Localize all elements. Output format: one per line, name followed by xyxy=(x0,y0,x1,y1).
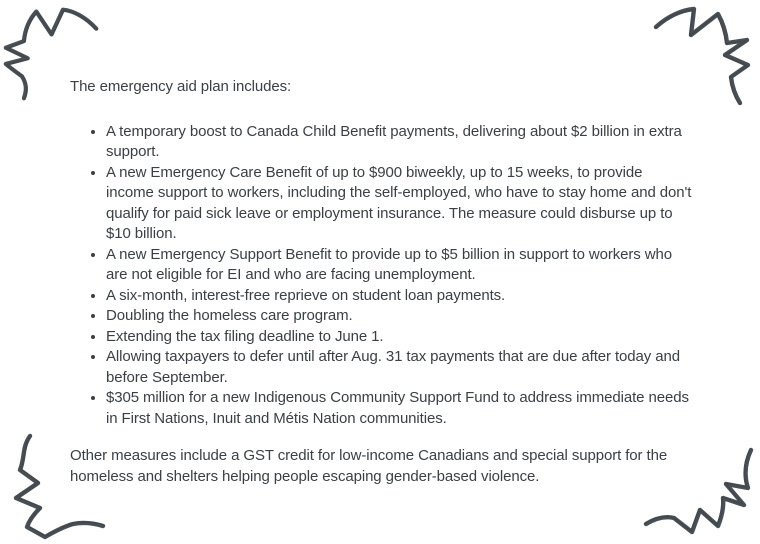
list-item-indigenous-fund: • $305 million for a new Indigenous Community Support Fund to address immediate needs in First Nations, Inuit and Métis Nation communities. xyxy=(106,388,692,429)
outro-paragraph: Other measures include a GST credit for low-income Canadians and special support for the homeless and shelters helping people escaping gender-based violence. xyxy=(70,447,668,485)
list-item-child-benefit: • A temporary boost to Canada Child Benefit payments, delivering about $2 billion in extra support. xyxy=(106,122,692,163)
list-item-support-benefit: • A new Emergency Support Benefit to provide up to $5 billion in support to workers who are not eligible for EI and who are facing unemployment. xyxy=(106,245,692,286)
list-item-student-loans: • A six-month, interest-free reprieve on student loan payments. xyxy=(106,286,692,307)
list-item-tax-deferral: • Allowing taxpayers to defer until after Aug. 31 tax payments that are due after today and before September. xyxy=(106,347,692,388)
list-item-tax-deadline: • Extending the tax filing deadline to June 1. xyxy=(106,327,692,348)
list-item-care-benefit: • A new Emergency Care Benefit of up to $900 biweekly, up to 15 weeks, to provide income support to workers, including the self-employed, who have to stay home and don't qualify for paid sick leave or employment insurance. The measure could disburse up to $10 billion. xyxy=(106,163,692,245)
article-body xyxy=(70,77,692,487)
aid-measures-list xyxy=(70,122,692,430)
intro-paragraph: The emergency aid plan includes: xyxy=(70,78,292,95)
list-item-homeless-program: • Doubling the homeless care program. xyxy=(106,306,692,327)
